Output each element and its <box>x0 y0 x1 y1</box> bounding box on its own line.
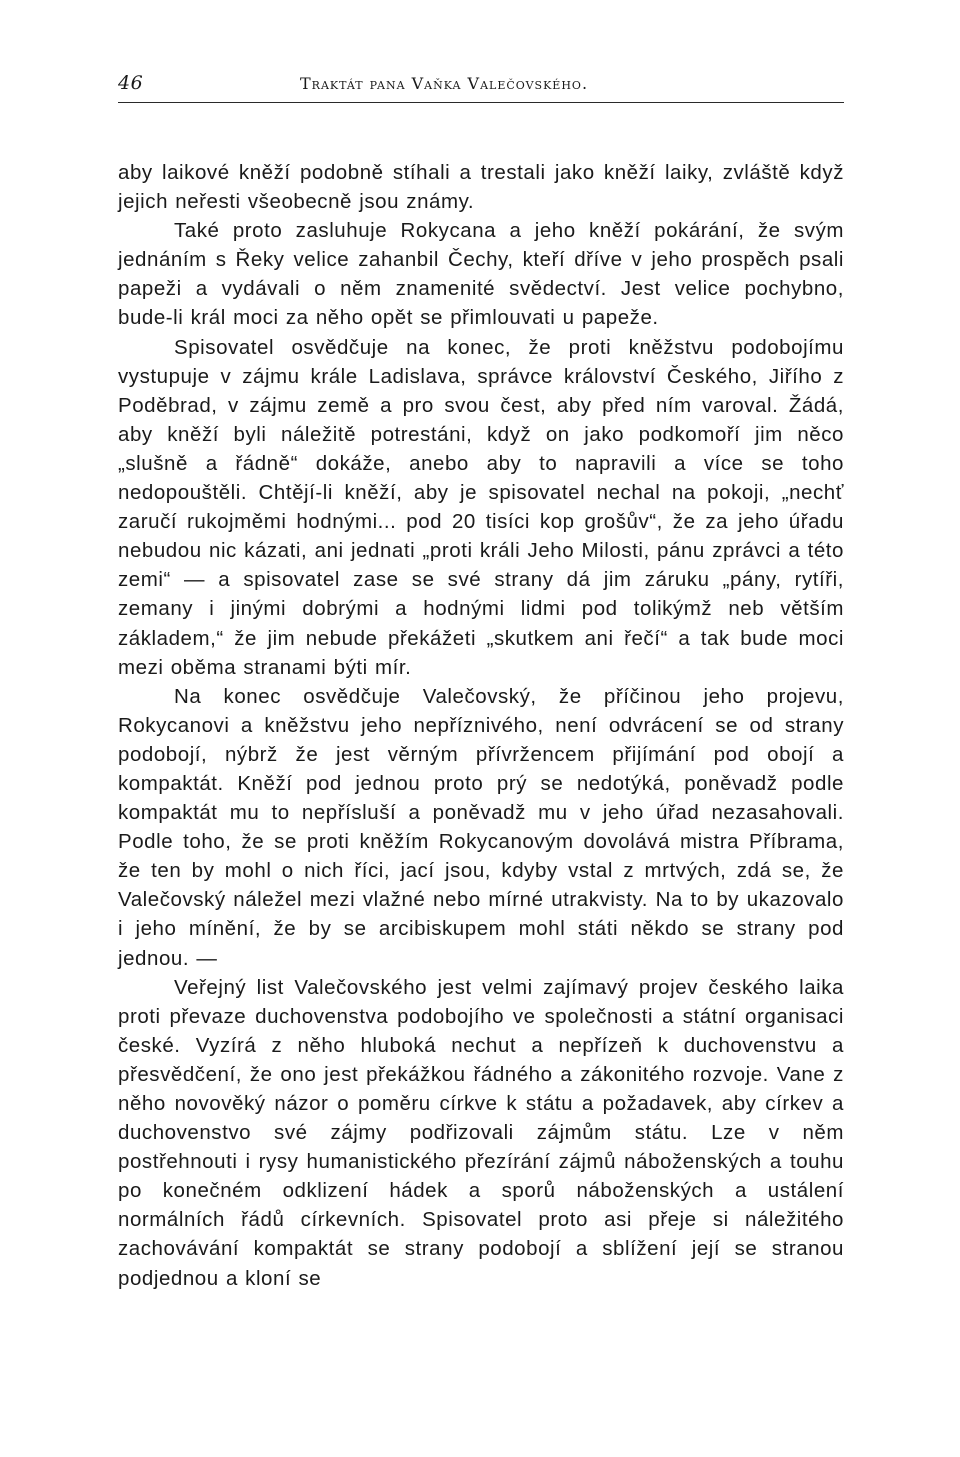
paragraph: Spisovatel osvědčuje na konec, že proti kněžstvu podobojímu vystupuje v zájmu krále Ladislava, správce království Českého, Jiřího z Poděbrad, v zájmu země a pro svou čest, aby před ním varoval. Žádá, aby kněží byli náležitě potrestáni, když on jako podkomoří jim něco „slušně a řádně“ dokáže, anebo aby to napravili a více se toho nedopouštěli. Chtějí-li kněží, aby je spisovatel nechal na pokoji, „nechť zaručí rukojměmi hodnými... pod 20 tisíci kop grošův“, že za jeho úřadu nebudou nic kázati, ani jednati „proti králi Jeho Milosti, pánu zprávci a této zemi“ — a spisovatel zase se své strany dá jim záruku „pány, rytíři, zemany i jinými dobrými a hodnými lidmi pod tolikýmž neb větším základem,“ že jim nebude překážeti „skutkem ani řečí“ a tak bude moci mezi oběma stranami býti mír. <box>118 335 844 679</box>
running-title: Traktát pana Vaňka Valečovského. <box>300 74 589 93</box>
paragraph-continuation: aby laikové kněží podobně stíhali a trestali jako kněží laiky, zvláště když jejich neřesti všeobecně jsou známy. <box>118 161 844 214</box>
header-rule <box>118 102 844 103</box>
running-head <box>118 72 844 100</box>
body-text <box>118 158 844 1293</box>
page-number: 46 <box>118 72 144 94</box>
paragraph: Také proto zasluhuje Rokycana a jeho kněží pokárání, že svým jednáním s Řeky velice zahanbil Čechy, kteří dříve v jeho prospěch psali papeži a vydávali o něm znamenité svědectví. Jest velice pochybno, bude-li král moci za něho opět se přimlouvati u papeže. <box>118 219 844 330</box>
paragraph: Veřejný list Valečovského jest velmi zajímavý projev českého laika proti převaze duchovenstva podobojího ve společnosti a státní organisaci české. Vyzírá z něho hluboká nechut a nepřízeň k duchovenstvu a přesvědčení, že ono jest překážkou řádného a zákonitého rozvoje. Vane z něho novověký názor o poměru církve k státu a požadavek, aby církev a duchovenstvo své zájmy podřizovali zájmům státu. Lze v něm postřehnouti i rysy humanistického přezírání zájmů náboženských a touhu po konečném odklizení hádek a sporů náboženských a ustálení normálních řádů církevních. Spisovatel proto asi přeje si náležitého zachovávání kompaktát se strany podobojí a sblížení její se stranou podjednou a kloní se <box>118 975 844 1290</box>
paragraph: Na konec osvědčuje Valečovský, že příčinou jeho projevu, Rokycanovi a kněžstvu jeho nepříznivého, není odvrácení se od strany podobojí, nýbrž že jest věrným přívržencem přijímání pod obojí a kompaktát. Kněží pod jednou proto prý se nedotýká, poněvadž podle kompaktát mu to nepřísluší a poněvadž mu v jeho úřad nezasahovali. Podle toho, že se proti kněžím Rokycanovým dovolává mistra Příbrama, že ten by mohl o nich říci, jací jsou, kdyby vstal z mrtvých, zdá se, že Valečovský náležel mezi vlažné nebo mírné utrakvisty. Na to by ukazovalo i jeho mínění, že by se arcibiskupem mohl státi někdo se strany pod jednou. — <box>118 684 844 970</box>
